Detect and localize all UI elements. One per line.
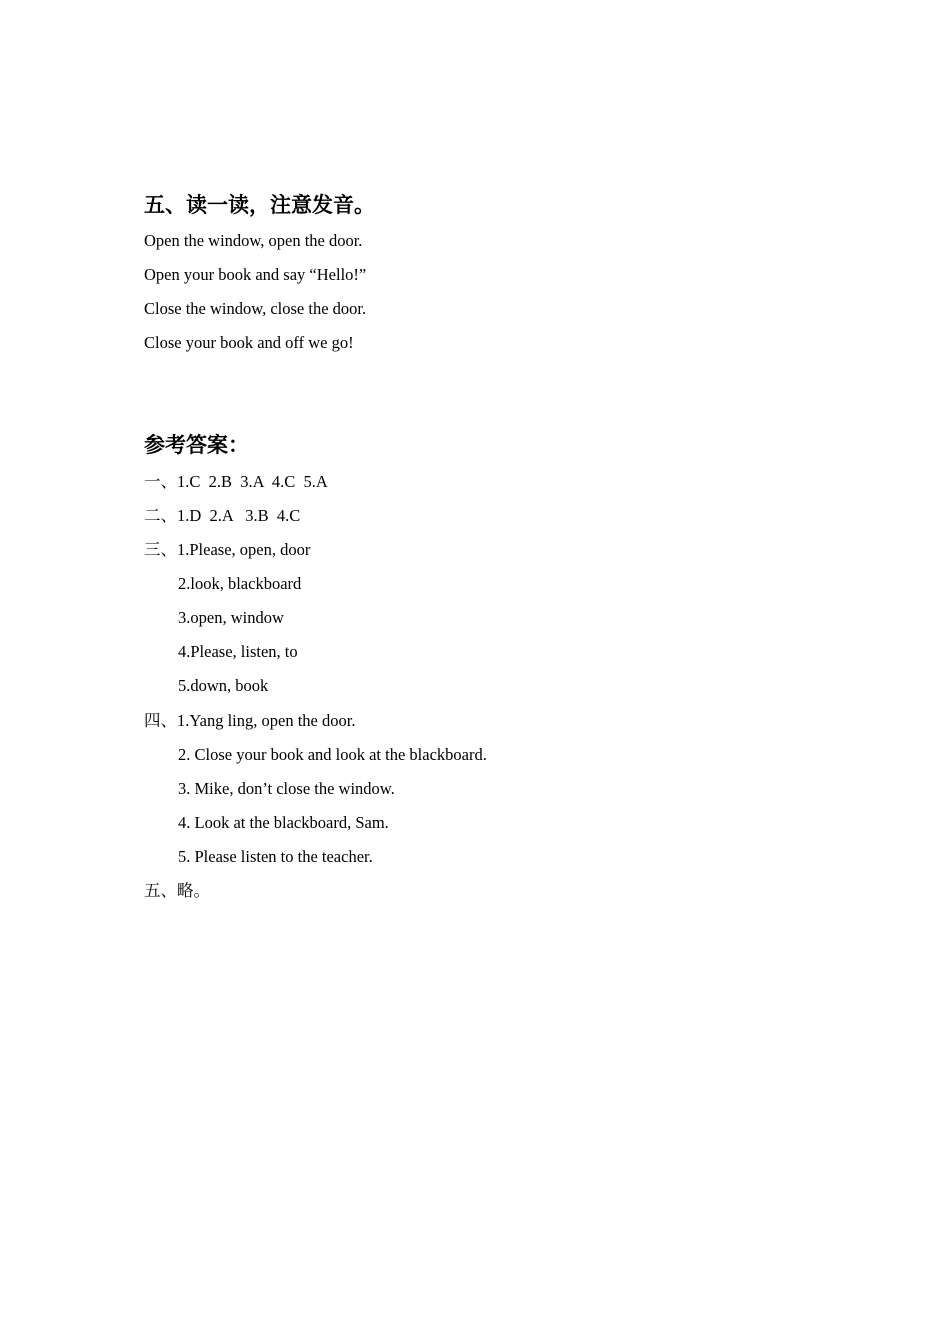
answer-line: 4. Look at the blackboard, Sam.	[178, 813, 389, 832]
answer-line: 2.look, blackboard	[178, 574, 302, 593]
reading-line: Close the window, close the door.	[144, 299, 367, 318]
section-five-heading: 五、读一读，注意发音。	[144, 193, 375, 217]
answer-line: 五、略。	[144, 881, 210, 900]
answer-line: 一、1.C 2.B 3.A 4.C 5.A	[144, 472, 328, 491]
reading-line: Close your book and off we go!	[144, 333, 354, 352]
answer-line: 4.Please, listen, to	[178, 642, 298, 661]
reading-line: Open your book and say “Hello!”	[144, 265, 367, 284]
answer-line: 2. Close your book and look at the blackboard.	[178, 745, 487, 764]
answer-line: 四、1.Yang ling, open the door.	[144, 711, 356, 730]
answer-line: 5. Please listen to the teacher.	[178, 847, 373, 866]
answer-line: 3. Mike, don’t close the window.	[178, 779, 395, 798]
reading-line: Open the window, open the door.	[144, 231, 363, 250]
answer-line: 3.open, window	[178, 608, 284, 627]
answer-line: 5.down, book	[178, 676, 269, 695]
answer-key-heading: 参考答案：	[144, 433, 249, 457]
answer-line: 三、1.Please, open, door	[144, 540, 311, 559]
answer-line: 二、1.D 2.A 3.B 4.C	[144, 506, 301, 525]
